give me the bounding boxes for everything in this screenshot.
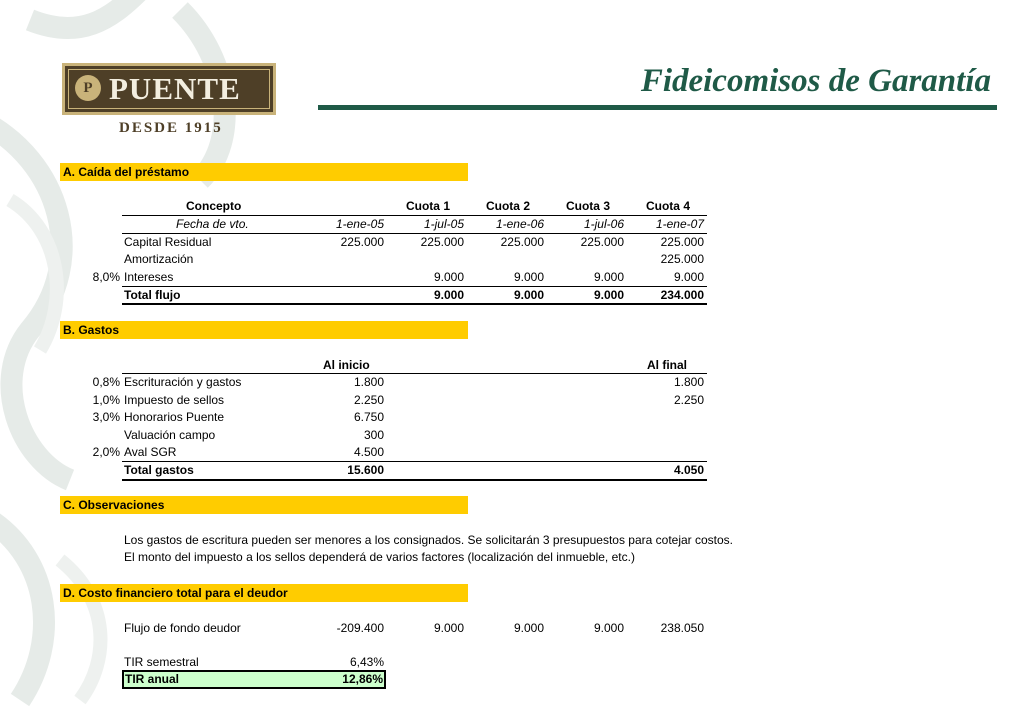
- col-cuota-1: Cuota 1: [405, 199, 450, 213]
- row-label: Escrituración y gastos: [124, 375, 242, 389]
- cell: 15.600: [347, 463, 384, 477]
- logo-text: PUENTE: [109, 71, 241, 106]
- cell: 9.000: [513, 288, 544, 302]
- section-b-header: B. Gastos: [60, 321, 468, 339]
- fecha-value: 1-ene-07: [655, 217, 704, 231]
- fecha-value: 1-ene-05: [335, 217, 384, 231]
- cell: 225.000: [500, 235, 544, 249]
- cell: 9.000: [513, 270, 544, 284]
- divider: [122, 303, 707, 305]
- cell: 2.250: [353, 393, 384, 407]
- cell: 225.000: [660, 252, 704, 266]
- row-label: Flujo de fondo deudor: [124, 621, 241, 635]
- logo-seal-icon: P: [75, 75, 101, 101]
- section-a-header: A. Caída del préstamo: [60, 163, 468, 181]
- section-c-header: C. Observaciones: [60, 496, 468, 514]
- cell: 9.000: [513, 621, 544, 635]
- total-label: Total flujo: [124, 288, 181, 302]
- row-label: Aval SGR: [124, 445, 177, 459]
- row-pct: 1,0%: [92, 393, 120, 407]
- title-underline: [318, 105, 997, 110]
- cell: 234.000: [660, 288, 704, 302]
- tir-anual-label: TIR anual: [125, 672, 180, 686]
- divider: [122, 479, 707, 481]
- total-label: Total gastos: [124, 463, 194, 477]
- col-concepto: Concepto: [186, 199, 242, 213]
- cell: 2.250: [673, 393, 704, 407]
- cell: 4.500: [353, 445, 384, 459]
- row-label: Amortización: [124, 252, 194, 266]
- cell: 9.000: [593, 288, 624, 302]
- cell: 9.000: [593, 621, 624, 635]
- row-label: Capital Residual: [124, 235, 212, 249]
- tir-anual-value: 12,86%: [342, 672, 383, 686]
- cell: 9.000: [673, 270, 704, 284]
- col-cuota-4: Cuota 4: [645, 199, 690, 213]
- tir-semestral-value: 6,43%: [349, 655, 384, 669]
- col-al-inicio: Al inicio: [323, 358, 370, 372]
- since-tagline: DESDE 1915: [119, 120, 223, 136]
- fecha-value: 1-jul-05: [423, 217, 464, 231]
- cell: 1.800: [673, 375, 704, 389]
- row-pct: 3,0%: [92, 410, 120, 424]
- cell: 9.000: [433, 270, 464, 284]
- col-al-final: Al final: [647, 358, 688, 372]
- tir-semestral-label: TIR semestral: [124, 655, 199, 669]
- cell: 9.000: [593, 270, 624, 284]
- cell: 4.050: [673, 463, 704, 477]
- fecha-value: 1-ene-06: [495, 217, 544, 231]
- row-pct: 2,0%: [92, 445, 120, 459]
- fecha-value: 1-jul-06: [583, 217, 624, 231]
- cell: 225.000: [660, 235, 704, 249]
- col-cuota-3: Cuota 3: [565, 199, 610, 213]
- section-d-header: D. Costo financiero total para el deudor: [60, 584, 468, 602]
- fecha-label: Fecha de vto.: [176, 217, 249, 231]
- cell: -209.400: [336, 621, 384, 635]
- cell: 1.800: [353, 375, 384, 389]
- page-title: Fideicomisos de Garantía: [640, 63, 991, 99]
- cell: 300: [363, 428, 384, 442]
- col-cuota-2: Cuota 2: [485, 199, 530, 213]
- cell: 9.000: [433, 621, 464, 635]
- cell: 238.050: [660, 621, 704, 635]
- row-pct: 8,0%: [92, 270, 120, 284]
- row-label: Honorarios Puente: [124, 410, 225, 424]
- row-label: Impuesto de sellos: [124, 393, 225, 407]
- observation-line: El monto del impuesto a los sellos dependerá de varios factores (localización del inmueble, etc.): [124, 550, 635, 564]
- cell: 225.000: [580, 235, 624, 249]
- row-pct: 0,8%: [92, 375, 120, 389]
- puente-logo: [62, 63, 276, 115]
- row-label: Valuación campo: [124, 428, 216, 442]
- observation-line: Los gastos de escritura pueden ser menores a los consignados. Se solicitarán 3 presupuestos para cotejar costos.: [124, 533, 734, 547]
- cell: 6.750: [353, 410, 384, 424]
- cell: 225.000: [340, 235, 384, 249]
- cell: 9.000: [433, 288, 464, 302]
- cell: 225.000: [420, 235, 464, 249]
- row-label: Intereses: [124, 270, 174, 284]
